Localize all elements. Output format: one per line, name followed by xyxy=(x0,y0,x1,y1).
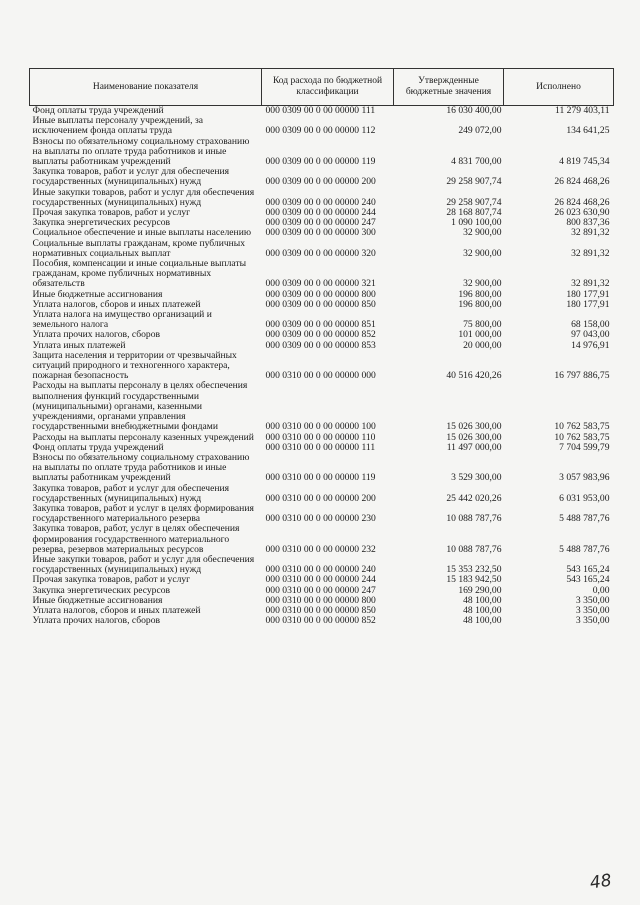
row-executed: 3 350,00 xyxy=(575,594,610,606)
row-name: Уплата прочих налогов, сборов xyxy=(32,615,161,627)
row-name: Социальное обеспечение и иные выплаты населению xyxy=(32,227,251,239)
budget-table xyxy=(29,68,614,626)
row-approved: 10 088 787,76 xyxy=(446,543,502,555)
row-code: 000 0309 00 0 00 00000 300 xyxy=(265,227,376,239)
row-approved: 249 072,00 xyxy=(458,125,502,137)
row-code: 000 0309 00 0 00 00000 320 xyxy=(265,247,376,259)
table-row xyxy=(30,116,614,136)
row-approved: 32 900,00 xyxy=(463,227,502,239)
row-executed: 10 762 583,75 xyxy=(554,421,610,433)
row-executed: 32 891,32 xyxy=(571,247,610,259)
row-code: 000 0310 00 0 00 00000 111 xyxy=(265,441,376,453)
row-executed: 180 177,91 xyxy=(566,288,610,300)
table-row xyxy=(30,167,614,187)
row-code: 000 0310 00 0 00 00000 800 xyxy=(265,594,376,606)
row-code: 000 0309 00 0 00 00000 247 xyxy=(265,217,376,229)
row-approved: 29 258 907,74 xyxy=(446,176,502,188)
row-code: 000 0310 00 0 00 00000 850 xyxy=(265,604,376,616)
table-row xyxy=(30,484,614,504)
row-name: Уплата налогов, сборов и иных платежей xyxy=(32,604,201,616)
row-code: 000 0309 00 0 00 00000 200 xyxy=(265,176,376,188)
row-name: Фонд оплаты труда учреждений xyxy=(32,441,164,453)
row-executed: 14 976,91 xyxy=(571,339,610,351)
row-approved: 11 497 000,00 xyxy=(446,441,502,453)
row-approved: 169 290,00 xyxy=(458,584,502,596)
row-executed: 32 891,32 xyxy=(571,278,610,290)
row-approved: 15 183 942,50 xyxy=(446,574,502,586)
row-approved: 15 353 232,50 xyxy=(446,564,502,576)
row-executed: 10 762 583,75 xyxy=(554,431,610,443)
row-approved: 3 529 300,00 xyxy=(451,472,502,484)
row-name: Прочая закупка товаров, работ и услуг xyxy=(32,574,191,586)
row-approved: 16 030 400,00 xyxy=(446,105,502,116)
row-code: 000 0309 00 0 00 00000 851 xyxy=(265,319,376,331)
row-executed: 26 824 468,26 xyxy=(554,176,610,188)
row-name: Иные закупки товаров, работ и услуг для обеспечения государственных (муниципальных) нужд xyxy=(32,553,255,576)
row-name: Пособия, компенсации и иные социальные выплаты гражданам, кроме публичных нормативных обязательств xyxy=(32,258,247,290)
header-code: Код расхода по бюджетной классификации xyxy=(262,69,394,106)
row-approved: 48 100,00 xyxy=(463,594,502,606)
row-name: Закупка товаров, работ, услуг в целях обеспечения формирования государственного материального резерва, резервов материальных ресурсов xyxy=(32,523,240,555)
row-executed: 0,00 xyxy=(592,584,610,596)
row-name: Закупка энергетических ресурсов xyxy=(32,217,171,229)
row-name: Уплата налога на имущество организаций и земельного налога xyxy=(32,309,212,331)
table-row xyxy=(30,616,614,626)
table-row xyxy=(30,524,614,555)
header-name: Наименование показателя xyxy=(30,69,262,106)
row-executed: 26 023 630,90 xyxy=(554,207,610,219)
row-name: Закупка товаров, работ и услуг в целях формирования государственного материального резерва xyxy=(32,502,254,525)
row-approved: 40 516 420,26 xyxy=(446,370,502,382)
row-approved: 15 026 300,00 xyxy=(446,421,502,433)
row-executed: 7 704 599,79 xyxy=(559,441,610,453)
row-executed: 3 350,00 xyxy=(575,604,610,616)
header-approved: Утвержденные бюджетные значения xyxy=(394,69,504,106)
row-name: Иные бюджетные ассигнования xyxy=(32,594,163,606)
row-name: Иные бюджетные ассигнования xyxy=(32,288,163,300)
row-name: Иные выплаты персоналу учреждений, за исключением фонда оплаты труда xyxy=(32,115,204,137)
row-approved: 29 258 907,74 xyxy=(446,196,502,208)
row-name: Взносы по обязательному социальному страхованию на выплаты по оплате труда работников и иные выплаты работникам учреждений xyxy=(32,451,250,484)
row-approved: 75 800,00 xyxy=(463,319,502,331)
table-row xyxy=(30,137,614,168)
row-code: 000 0309 00 0 00 00000 111 xyxy=(265,105,376,116)
row-name: Закупка товаров, работ и услуг для обеспечения государственных (муниципальных) нужд xyxy=(32,482,230,504)
row-approved: 196 800,00 xyxy=(458,298,502,310)
table-row xyxy=(30,239,614,259)
row-approved: 15 026 300,00 xyxy=(446,431,502,443)
row-approved: 32 900,00 xyxy=(463,278,502,290)
row-executed: 5 488 787,76 xyxy=(559,543,610,555)
table-row xyxy=(30,351,614,382)
row-code: 000 0310 00 0 00 00000 000 xyxy=(265,370,376,382)
row-code: 000 0310 00 0 00 00000 100 xyxy=(265,421,376,433)
row-approved: 25 442 020,26 xyxy=(446,492,502,504)
row-code: 000 0309 00 0 00 00000 244 xyxy=(265,207,376,219)
row-name: Уплата налогов, сборов и иных платежей xyxy=(32,298,201,310)
row-executed: 16 797 886,75 xyxy=(554,370,610,382)
row-code: 000 0310 00 0 00 00000 110 xyxy=(265,431,376,443)
row-code: 000 0310 00 0 00 00000 247 xyxy=(265,584,376,596)
row-name: Прочая закупка товаров, работ и услуг xyxy=(32,207,191,219)
row-name: Социальные выплаты гражданам, кроме публичных нормативных социальных выплат xyxy=(32,237,246,259)
row-code: 000 0310 00 0 00 00000 244 xyxy=(265,574,376,586)
row-executed: 543 165,24 xyxy=(566,574,610,586)
row-code: 000 0310 00 0 00 00000 119 xyxy=(265,472,376,484)
row-name: Уплата иных платежей xyxy=(32,339,126,351)
row-name: Расходы на выплаты персоналу в целях обеспечения выполнения функций государственными (муниципальными) органами, казенными учреждениями, органами управления государственными внебюджетными фондами xyxy=(32,380,248,433)
row-approved: 101 000,00 xyxy=(458,329,502,341)
table-row xyxy=(30,381,614,432)
row-code: 000 0310 00 0 00 00000 852 xyxy=(265,615,376,627)
row-code: 000 0310 00 0 00 00000 230 xyxy=(265,513,376,525)
row-name: Фонд оплаты труда учреждений xyxy=(32,105,164,116)
row-approved: 48 100,00 xyxy=(463,604,502,616)
row-executed: 5 488 787,76 xyxy=(559,513,610,525)
row-code: 000 0309 00 0 00 00000 112 xyxy=(265,125,376,137)
row-executed: 97 043,00 xyxy=(571,329,610,341)
row-executed: 543 165,24 xyxy=(566,564,610,576)
row-name: Уплата прочих налогов, сборов xyxy=(32,329,161,341)
row-approved: 28 168 807,74 xyxy=(446,207,502,219)
header-executed: Исполнено xyxy=(504,69,614,106)
table-row xyxy=(30,555,614,575)
table-row xyxy=(30,188,614,208)
row-executed: 11 279 403,11 xyxy=(555,105,610,116)
row-name: Иные закупки товаров, работ и услуг для обеспечения государственных (муниципальных) нужд xyxy=(32,186,255,208)
row-name: Расходы на выплаты персоналу казенных учреждений xyxy=(32,431,254,443)
table-row xyxy=(30,504,614,524)
table-header xyxy=(30,69,614,106)
row-approved: 196 800,00 xyxy=(458,288,502,300)
row-executed: 6 031 953,00 xyxy=(559,492,610,504)
row-approved: 20 000,00 xyxy=(463,339,502,351)
row-code: 000 0310 00 0 00 00000 240 xyxy=(265,564,376,576)
row-executed: 32 891,32 xyxy=(571,227,610,239)
row-name: Закупка товаров, работ и услуг для обеспечения государственных (муниципальных) нужд xyxy=(32,166,230,188)
row-code: 000 0309 00 0 00 00000 850 xyxy=(265,298,376,310)
table-row xyxy=(30,453,614,484)
row-executed: 180 177,91 xyxy=(566,298,610,310)
row-code: 000 0309 00 0 00 00000 853 xyxy=(265,339,376,351)
row-approved: 4 831 700,00 xyxy=(451,156,502,168)
row-executed: 26 824 468,26 xyxy=(554,196,610,208)
row-code: 000 0309 00 0 00 00000 852 xyxy=(265,329,376,341)
table-row xyxy=(30,259,614,290)
row-code: 000 0309 00 0 00 00000 119 xyxy=(265,156,376,168)
row-approved: 32 900,00 xyxy=(463,247,502,259)
row-code: 000 0309 00 0 00 00000 240 xyxy=(265,196,376,208)
row-name: Защита населения и территории от чрезвычайных ситуаций природного и техногенного характера, пожарная безопасность xyxy=(32,349,237,382)
row-code: 000 0310 00 0 00 00000 232 xyxy=(265,543,376,555)
handwritten-page-number: 48 xyxy=(588,870,613,894)
row-approved: 10 088 787,76 xyxy=(446,513,502,525)
row-executed: 134 641,25 xyxy=(566,125,610,137)
report-sheet xyxy=(29,68,613,626)
row-code: 000 0309 00 0 00 00000 800 xyxy=(265,288,376,300)
row-executed: 68 158,00 xyxy=(571,319,610,331)
row-executed: 3 057 983,96 xyxy=(559,472,610,484)
row-executed: 800 837,36 xyxy=(566,217,610,229)
row-executed: 3 350,00 xyxy=(575,615,610,627)
row-code: 000 0309 00 0 00 00000 321 xyxy=(265,278,376,290)
row-name: Взносы по обязательному социальному страхованию на выплаты по оплате труда работников и иные выплаты работникам учреждений xyxy=(32,135,250,168)
row-executed: 4 819 745,34 xyxy=(559,156,610,168)
row-approved: 1 090 100,00 xyxy=(451,217,502,229)
table-row xyxy=(30,310,614,330)
table-body xyxy=(30,106,614,627)
row-approved: 48 100,00 xyxy=(463,615,502,627)
row-code: 000 0310 00 0 00 00000 200 xyxy=(265,492,376,504)
row-name: Закупка энергетических ресурсов xyxy=(32,584,171,596)
